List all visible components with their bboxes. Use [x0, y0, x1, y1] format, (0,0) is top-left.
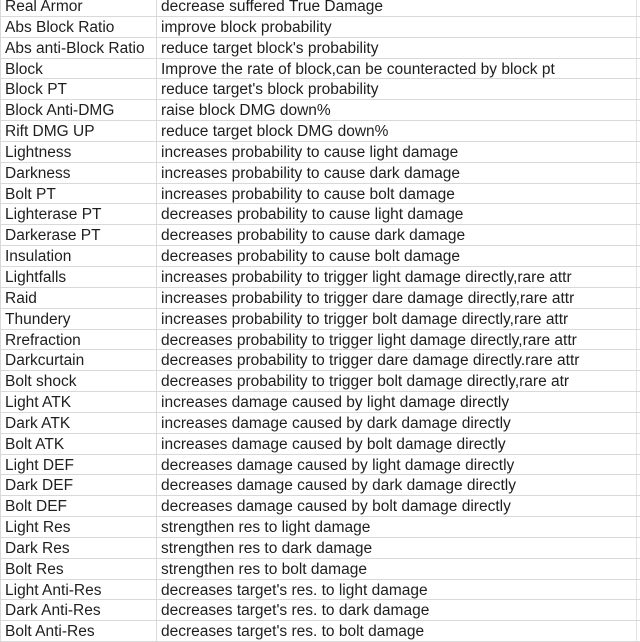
attribute-description-cell[interactable]: decreases probability to cause light damage — [157, 204, 637, 224]
attribute-description-cell[interactable]: strengthen res to bolt damage — [157, 559, 637, 579]
attribute-name-cell[interactable]: Real Armor — [0, 0, 157, 16]
attribute-name-cell[interactable]: Dark DEF — [0, 475, 157, 495]
attribute-description-cell[interactable]: increases probability to trigger light damage directly,rare attr — [157, 267, 637, 287]
attribute-name-cell[interactable]: Rift DMG UP — [0, 121, 157, 141]
attribute-description-cell[interactable]: increases probability to cause dark damage — [157, 163, 637, 183]
table-row — [0, 600, 640, 621]
attribute-name-cell[interactable]: Darkness — [0, 163, 157, 183]
attribute-name-cell[interactable]: Dark Anti-Res — [0, 600, 157, 620]
attribute-name-cell[interactable]: Bolt Anti-Res — [0, 621, 157, 641]
attribute-name-cell[interactable]: Abs anti-Block Ratio — [0, 38, 157, 58]
attribute-description-cell[interactable]: increases probability to trigger dare damage directly,rare attr — [157, 288, 637, 308]
table-row — [0, 517, 640, 538]
attribute-description-cell[interactable]: decreases probability to trigger bolt damage directly,rare atr — [157, 371, 637, 391]
attribute-description-cell[interactable]: decreases damage caused by light damage directly — [157, 455, 637, 475]
table-row — [0, 59, 640, 80]
table-row — [0, 204, 640, 225]
attribute-name-cell[interactable]: Rrefraction — [0, 330, 157, 350]
table-row — [0, 225, 640, 246]
attribute-description-cell[interactable]: decrease suffered True Damage — [157, 0, 637, 16]
attribute-name-cell[interactable]: Abs Block Ratio — [0, 17, 157, 37]
table-row — [0, 434, 640, 455]
table-row — [0, 100, 640, 121]
table-row — [0, 559, 640, 580]
attribute-name-cell[interactable]: Block — [0, 59, 157, 79]
table-row — [0, 455, 640, 476]
attribute-description-cell[interactable]: strengthen res to dark damage — [157, 538, 637, 558]
table-row — [0, 163, 640, 184]
table-row — [0, 371, 640, 392]
attribute-name-cell[interactable]: Bolt PT — [0, 184, 157, 204]
attribute-name-cell[interactable]: Block Anti-DMG — [0, 100, 157, 120]
attribute-description-cell[interactable]: increases damage caused by light damage directly — [157, 392, 637, 412]
table-row — [0, 142, 640, 163]
table-row — [0, 350, 640, 371]
table-row — [0, 413, 640, 434]
table-row — [0, 288, 640, 309]
attribute-description-cell[interactable]: reduce target block DMG down% — [157, 121, 637, 141]
attribute-description-cell[interactable]: decreases probability to cause bolt damage — [157, 246, 637, 266]
attribute-name-cell[interactable]: Bolt ATK — [0, 434, 157, 454]
table-row — [0, 79, 640, 100]
attribute-description-cell[interactable]: increases damage caused by bolt damage directly — [157, 434, 637, 454]
attribute-description-cell[interactable]: increases probability to cause bolt damage — [157, 184, 637, 204]
table-row — [0, 309, 640, 330]
attribute-description-cell[interactable]: increases probability to trigger bolt damage directly,rare attr — [157, 309, 637, 329]
attribute-name-cell[interactable]: Block PT — [0, 79, 157, 99]
attribute-description-cell[interactable]: increases probability to cause light damage — [157, 142, 637, 162]
attribute-description-cell[interactable]: decreases target's res. to bolt damage — [157, 621, 637, 641]
attribute-name-cell[interactable]: Lighterase PT — [0, 204, 157, 224]
attribute-name-cell[interactable]: Insulation — [0, 246, 157, 266]
attribute-description-cell[interactable]: decreases probability to trigger dare damage directly.rare attr — [157, 350, 637, 370]
attribute-name-cell[interactable]: Darkcurtain — [0, 350, 157, 370]
table-row — [0, 246, 640, 267]
attribute-description-cell[interactable]: reduce target's block probability — [157, 79, 637, 99]
attribute-description-cell[interactable]: improve block probability — [157, 17, 637, 37]
attribute-name-cell[interactable]: Lightfalls — [0, 267, 157, 287]
table-row — [0, 121, 640, 142]
attribute-description-cell[interactable]: decreases target's res. to dark damage — [157, 600, 637, 620]
attribute-name-cell[interactable]: Bolt DEF — [0, 496, 157, 516]
attribute-name-cell[interactable]: Dark Res — [0, 538, 157, 558]
attribute-name-cell[interactable]: Thundery — [0, 309, 157, 329]
attribute-name-cell[interactable]: Light ATK — [0, 392, 157, 412]
table-row — [0, 392, 640, 413]
attribute-description-cell[interactable]: increases damage caused by dark damage directly — [157, 413, 637, 433]
attribute-description-cell[interactable]: decreases probability to trigger light damage directly,rare attr — [157, 330, 637, 350]
table-row — [0, 17, 640, 38]
attribute-name-cell[interactable]: Light Anti-Res — [0, 580, 157, 600]
table-row — [0, 580, 640, 601]
attribute-name-cell[interactable]: Dark ATK — [0, 413, 157, 433]
table-row — [0, 330, 640, 351]
attribute-description-cell[interactable]: decreases damage caused by dark damage directly — [157, 475, 637, 495]
attribute-name-cell[interactable]: Light Res — [0, 517, 157, 537]
table-row — [0, 538, 640, 559]
table-row — [0, 0, 640, 17]
table-row — [0, 38, 640, 59]
attribute-description-cell[interactable]: reduce target block's probability — [157, 38, 637, 58]
attribute-description-cell[interactable]: decreases damage caused by bolt damage directly — [157, 496, 637, 516]
attribute-description-cell[interactable]: raise block DMG down% — [157, 100, 637, 120]
attribute-name-cell[interactable]: Raid — [0, 288, 157, 308]
attribute-description-cell[interactable]: decreases target's res. to light damage — [157, 580, 637, 600]
table-row — [0, 496, 640, 517]
attribute-name-cell[interactable]: Bolt shock — [0, 371, 157, 391]
attribute-description-cell[interactable]: Improve the rate of block,can be counteracted by block pt — [157, 59, 637, 79]
attribute-description-cell[interactable]: strengthen res to light damage — [157, 517, 637, 537]
attribute-description-cell[interactable]: decreases probability to cause dark damage — [157, 225, 637, 245]
attribute-name-cell[interactable]: Lightness — [0, 142, 157, 162]
table-row — [0, 184, 640, 205]
attribute-name-cell[interactable]: Light DEF — [0, 455, 157, 475]
attribute-name-cell[interactable]: Bolt Res — [0, 559, 157, 579]
attribute-name-cell[interactable]: Darkerase PT — [0, 225, 157, 245]
table-row — [0, 621, 640, 642]
table-row — [0, 267, 640, 288]
table-row — [0, 475, 640, 496]
